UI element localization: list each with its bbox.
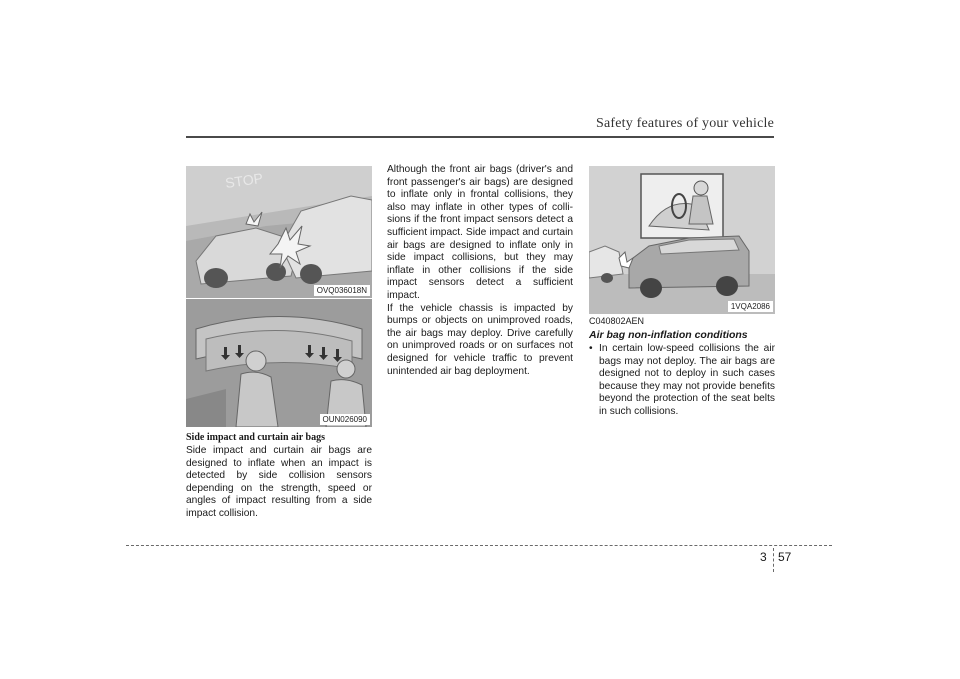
svg-text:STOP: STOP <box>224 169 264 191</box>
page-number: 57 <box>778 550 792 564</box>
list-item <box>589 343 775 419</box>
curtain-airbag-illustration <box>186 299 372 427</box>
subheading-side-curtain: Side impact and curtain air bags <box>186 432 325 443</box>
figure-code: OUN026090 <box>320 414 370 425</box>
column-2-text <box>387 164 573 378</box>
paragraph-chassis-impact: If the vehicle chassis is impacted by bumps or objects on unimproved roads, the air bags may deploy. Drive carefully on unimproved roads or on surfaces not designed for vehicle traffic to prevent unintended air bag deployment. <box>387 302 573 377</box>
figure-code: 1VQA2086 <box>728 301 773 312</box>
figure-curtain-airbag <box>186 299 372 427</box>
figure-side-collision <box>186 166 372 298</box>
column-3-text <box>589 316 775 419</box>
figure-low-speed-collision <box>589 166 775 314</box>
header-rule <box>186 136 774 138</box>
bullet-text: In certain low-speed collisions the air bags may not deploy. The air bags are designed not to deploy in such cases because they may not provide benefits beyond the protection of the seat belts in such collisions. <box>599 343 775 417</box>
footer-rule <box>126 545 832 546</box>
bullet-symbol: • <box>589 343 593 354</box>
page-separator <box>773 548 774 572</box>
section-code: C040802AEN <box>589 316 645 326</box>
side-collision-illustration <box>186 166 372 298</box>
paragraph-front-airbags: Although the front air bags (driver's and front passenger's air bags) are designed to inflate only in frontal collisions, they also may inflate in other types of colli-sions if the front impact sensors detect a sufficient impact. Side impact and curtain air bags are designed to inflate only in side impact collisions, but they may inflate in other collisions if the side impact sensors detect a sufficient impact. <box>387 164 573 301</box>
low-speed-collision-illustration <box>589 166 775 314</box>
section-title: Safety features of your vehicle <box>595 116 774 131</box>
chapter-number: 3 <box>760 550 767 564</box>
column-1-text <box>186 432 372 521</box>
heading-non-inflation: Air bag non-inflation conditions <box>589 329 748 341</box>
figure-code: OVQ036018N <box>314 285 370 296</box>
paragraph-side-curtain: Side impact and curtain air bags are designed to inflate when an impact is detected by side collision sensors depending on the strength, speed or angles of impact resulting from a side impact collision. <box>186 445 372 519</box>
